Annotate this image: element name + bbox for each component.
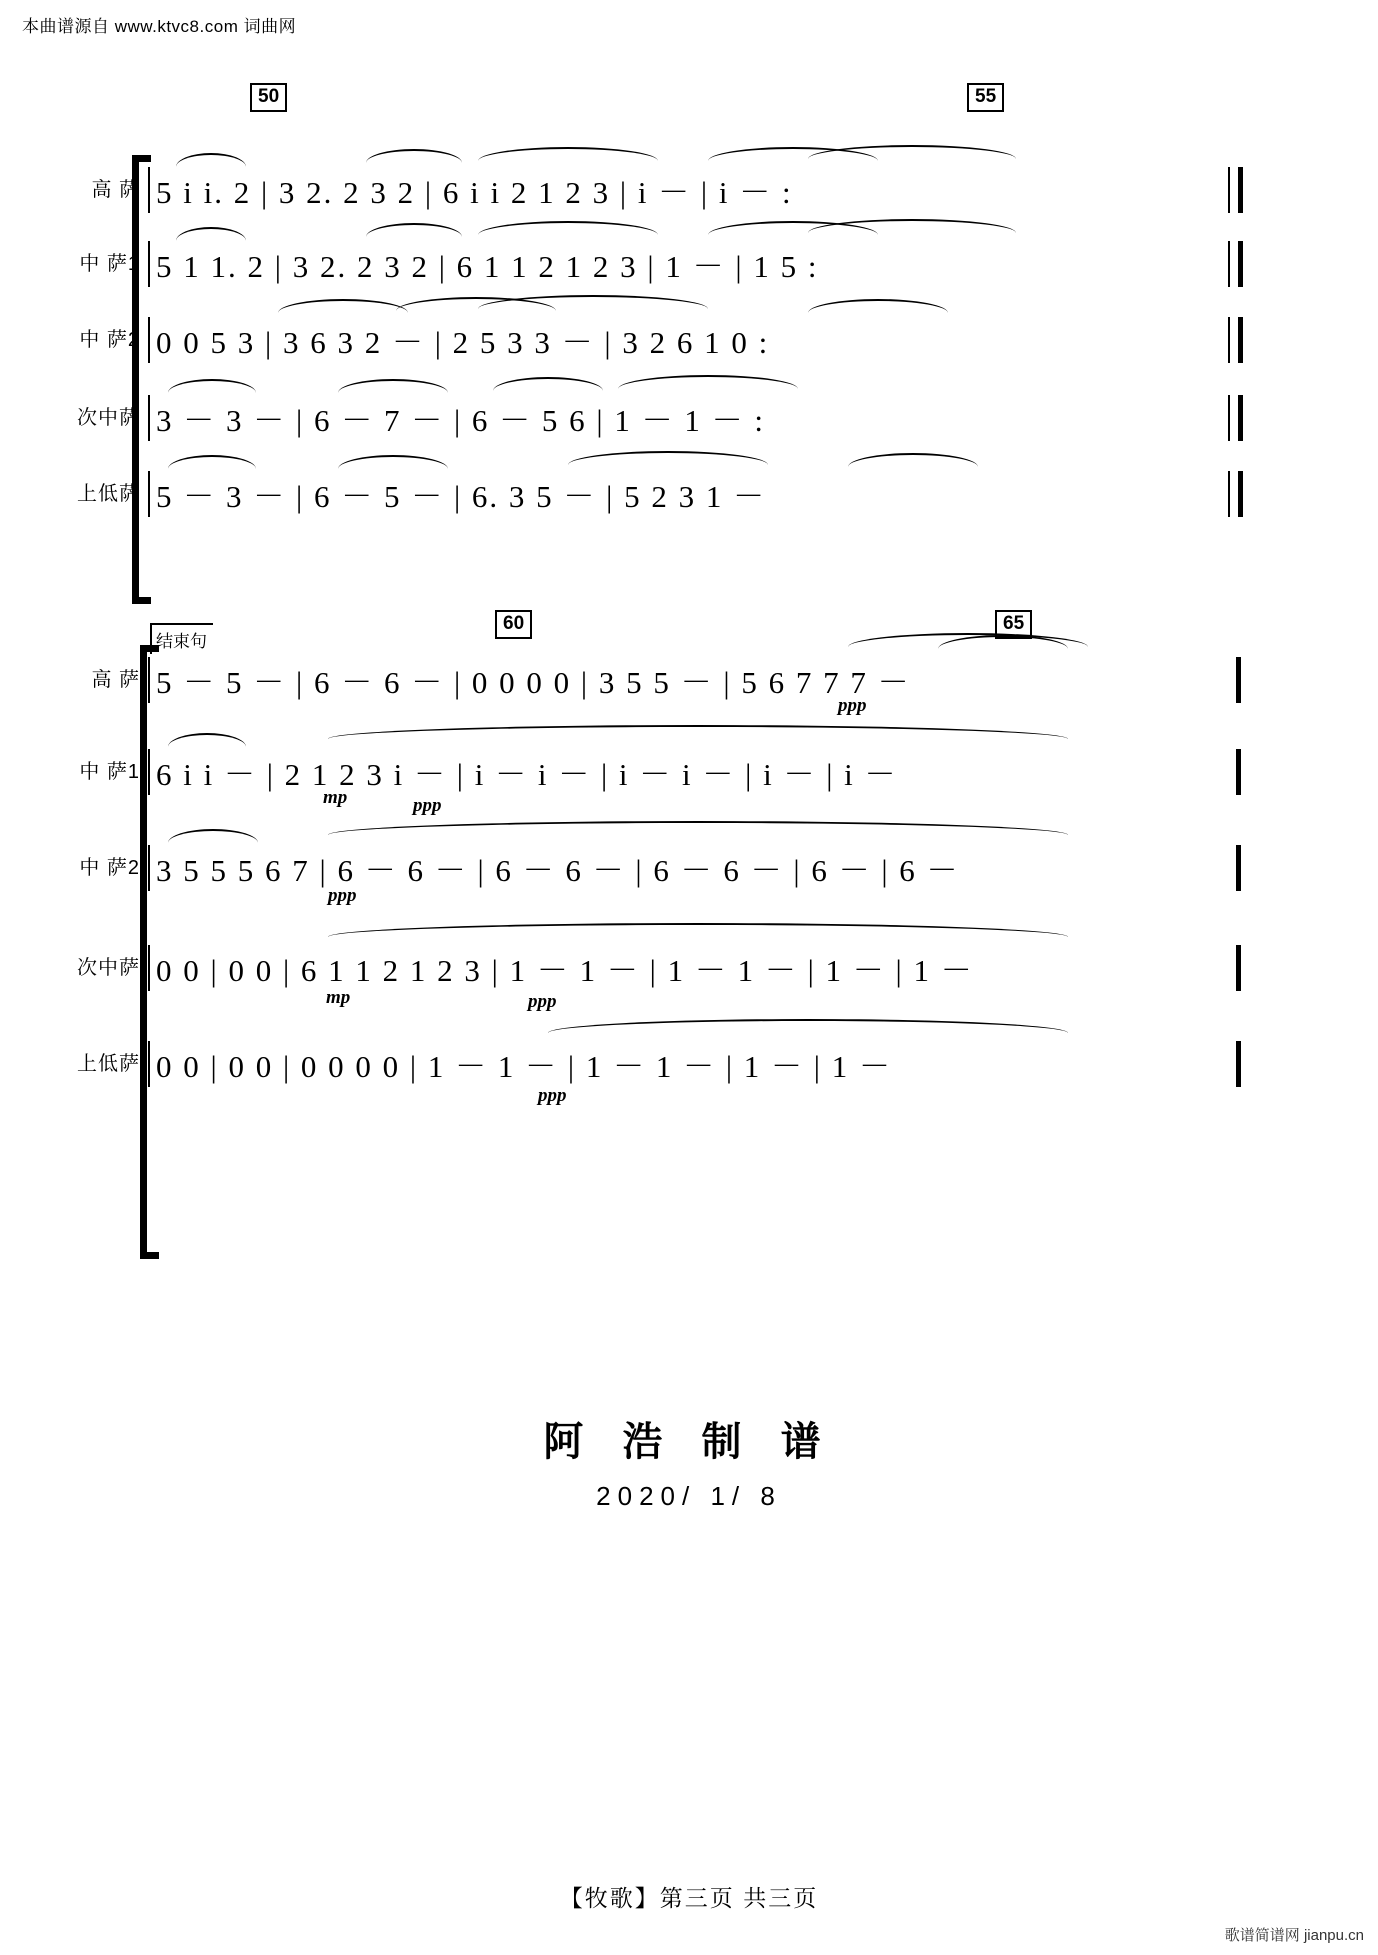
part-row-ci-zhong-sa [148,393,1238,449]
dynamic-ppp-gao-sa: ppp [838,695,867,716]
dynamic-ppp-shang-di-sa: ppp [538,1085,567,1106]
part-label-zhong-sa-1: 中 萨1 [79,253,140,275]
part-label-gao-sa-1: 高 萨 [91,179,140,201]
section-label-ending: 结束句 [150,623,213,654]
part-notes-shang-di-sa: 5 － 3 － | 6 － 5 － | 6. 3 5 － | 5 2 3 1 － [156,479,767,514]
part-notes-gao-sa-2: 5 － 5 － | 6 － 6 － | 0 0 0 0 | 3 5 5 － | 5 6 7 7 7 － [156,665,911,700]
system-1 [0,86,1378,515]
part-row-zhong-sa-2-b [148,843,1238,906]
rehearsal-mark-55: 55 [967,83,1004,112]
page-footer: 【牧歌】第三页 共三页 [559,1885,819,1911]
dynamic-ppp-ci-zhong-sa: ppp [528,991,557,1012]
dynamic-mp-zhong-sa-1: mp [323,787,348,808]
part-row-gao-sa-2 [148,655,1238,716]
part-label-zhong-sa-2: 中 萨2 [79,329,140,351]
part-row-shang-di-sa-b [148,1039,1238,1106]
dynamic-ppp-zhong-sa-2: ppp [328,885,357,906]
part-notes-zhong-sa-2: 0 0 5 3 | 3 6 3 2 － | 2 5 3 3 － | 3 2 6 1 0 : [156,325,770,360]
system-2 [0,613,1378,1106]
system-bracket [132,155,151,604]
rehearsal-mark-65: 65 [995,610,1032,639]
part-row-zhong-sa-2 [148,315,1238,371]
part-label-zhong-sa-1-b: 中 萨1 [79,761,140,783]
dynamic-mp-ci-zhong-sa: mp [326,987,351,1008]
part-label-gao-sa-2: 高 萨 [91,669,140,691]
part-row-shang-di-sa [148,469,1238,525]
part-notes-shang-di-sa-b: 0 0 | 0 0 | 0 0 0 0 | 1 － 1 － | 1 － 1 － | 1 － | 1 － [156,1049,892,1084]
part-label-shang-di-sa-b: 上低萨 [77,1053,140,1075]
composer-credit [389,1410,989,1512]
composer-date: 2020/ 1/ 8 [596,1481,782,1511]
dynamic-ppp-zhong-sa-1: ppp [413,795,442,816]
composer-name: 阿 浩 制 谱 [543,1420,835,1464]
part-row-gao-sa-1 [148,165,1238,221]
part-notes-zhong-sa-1-b: 6 i i － | 2 1 2 3 i － | i － i － | i － i － | i － | i － [156,757,898,792]
part-label-zhong-sa-2-b: 中 萨2 [79,857,140,879]
part-notes-zhong-sa-1: 5 1 1. 2 | 3 2. 2 3 2 | 6 1 1 2 1 2 3 | 1 － | 1 5 : [156,249,819,284]
part-notes-ci-zhong-sa: 3 － 3 － | 6 － 7 － | 6 － 5 6 | 1 － 1 － : [156,403,765,438]
source-credit: 本曲谱源自 www.ktvc8.com 词曲网 [22,17,297,36]
part-row-zhong-sa-1-b [148,747,1238,816]
site-watermark: 歌谱简谱网 jianpu.cn [1224,1927,1364,1944]
part-notes-zhong-sa-2-b: 3 5 5 5 6 7 | 6 － 6 － | 6 － 6 － | 6 － 6 － | 6 － | 6 － [156,853,960,888]
rehearsal-mark-50: 50 [250,83,287,112]
part-label-ci-zhong-sa-b: 次中萨 [77,957,140,979]
part-notes-gao-sa-1: 5 i i. 2 | 3 2. 2 3 2 | 6 i i 2 1 2 3 | i － | i － : [156,175,793,210]
part-notes-ci-zhong-sa-b: 0 0 | 0 0 | 6 1 1 2 1 2 3 | 1 － 1 － | 1 － 1 － | 1 － | 1 － [156,953,974,988]
part-label-ci-zhong-sa: 次中萨 [77,407,140,429]
part-label-shang-di-sa: 上低萨 [77,483,140,505]
rehearsal-mark-60: 60 [495,610,532,639]
part-row-zhong-sa-1 [148,239,1238,295]
part-row-ci-zhong-sa-b [148,943,1238,1012]
